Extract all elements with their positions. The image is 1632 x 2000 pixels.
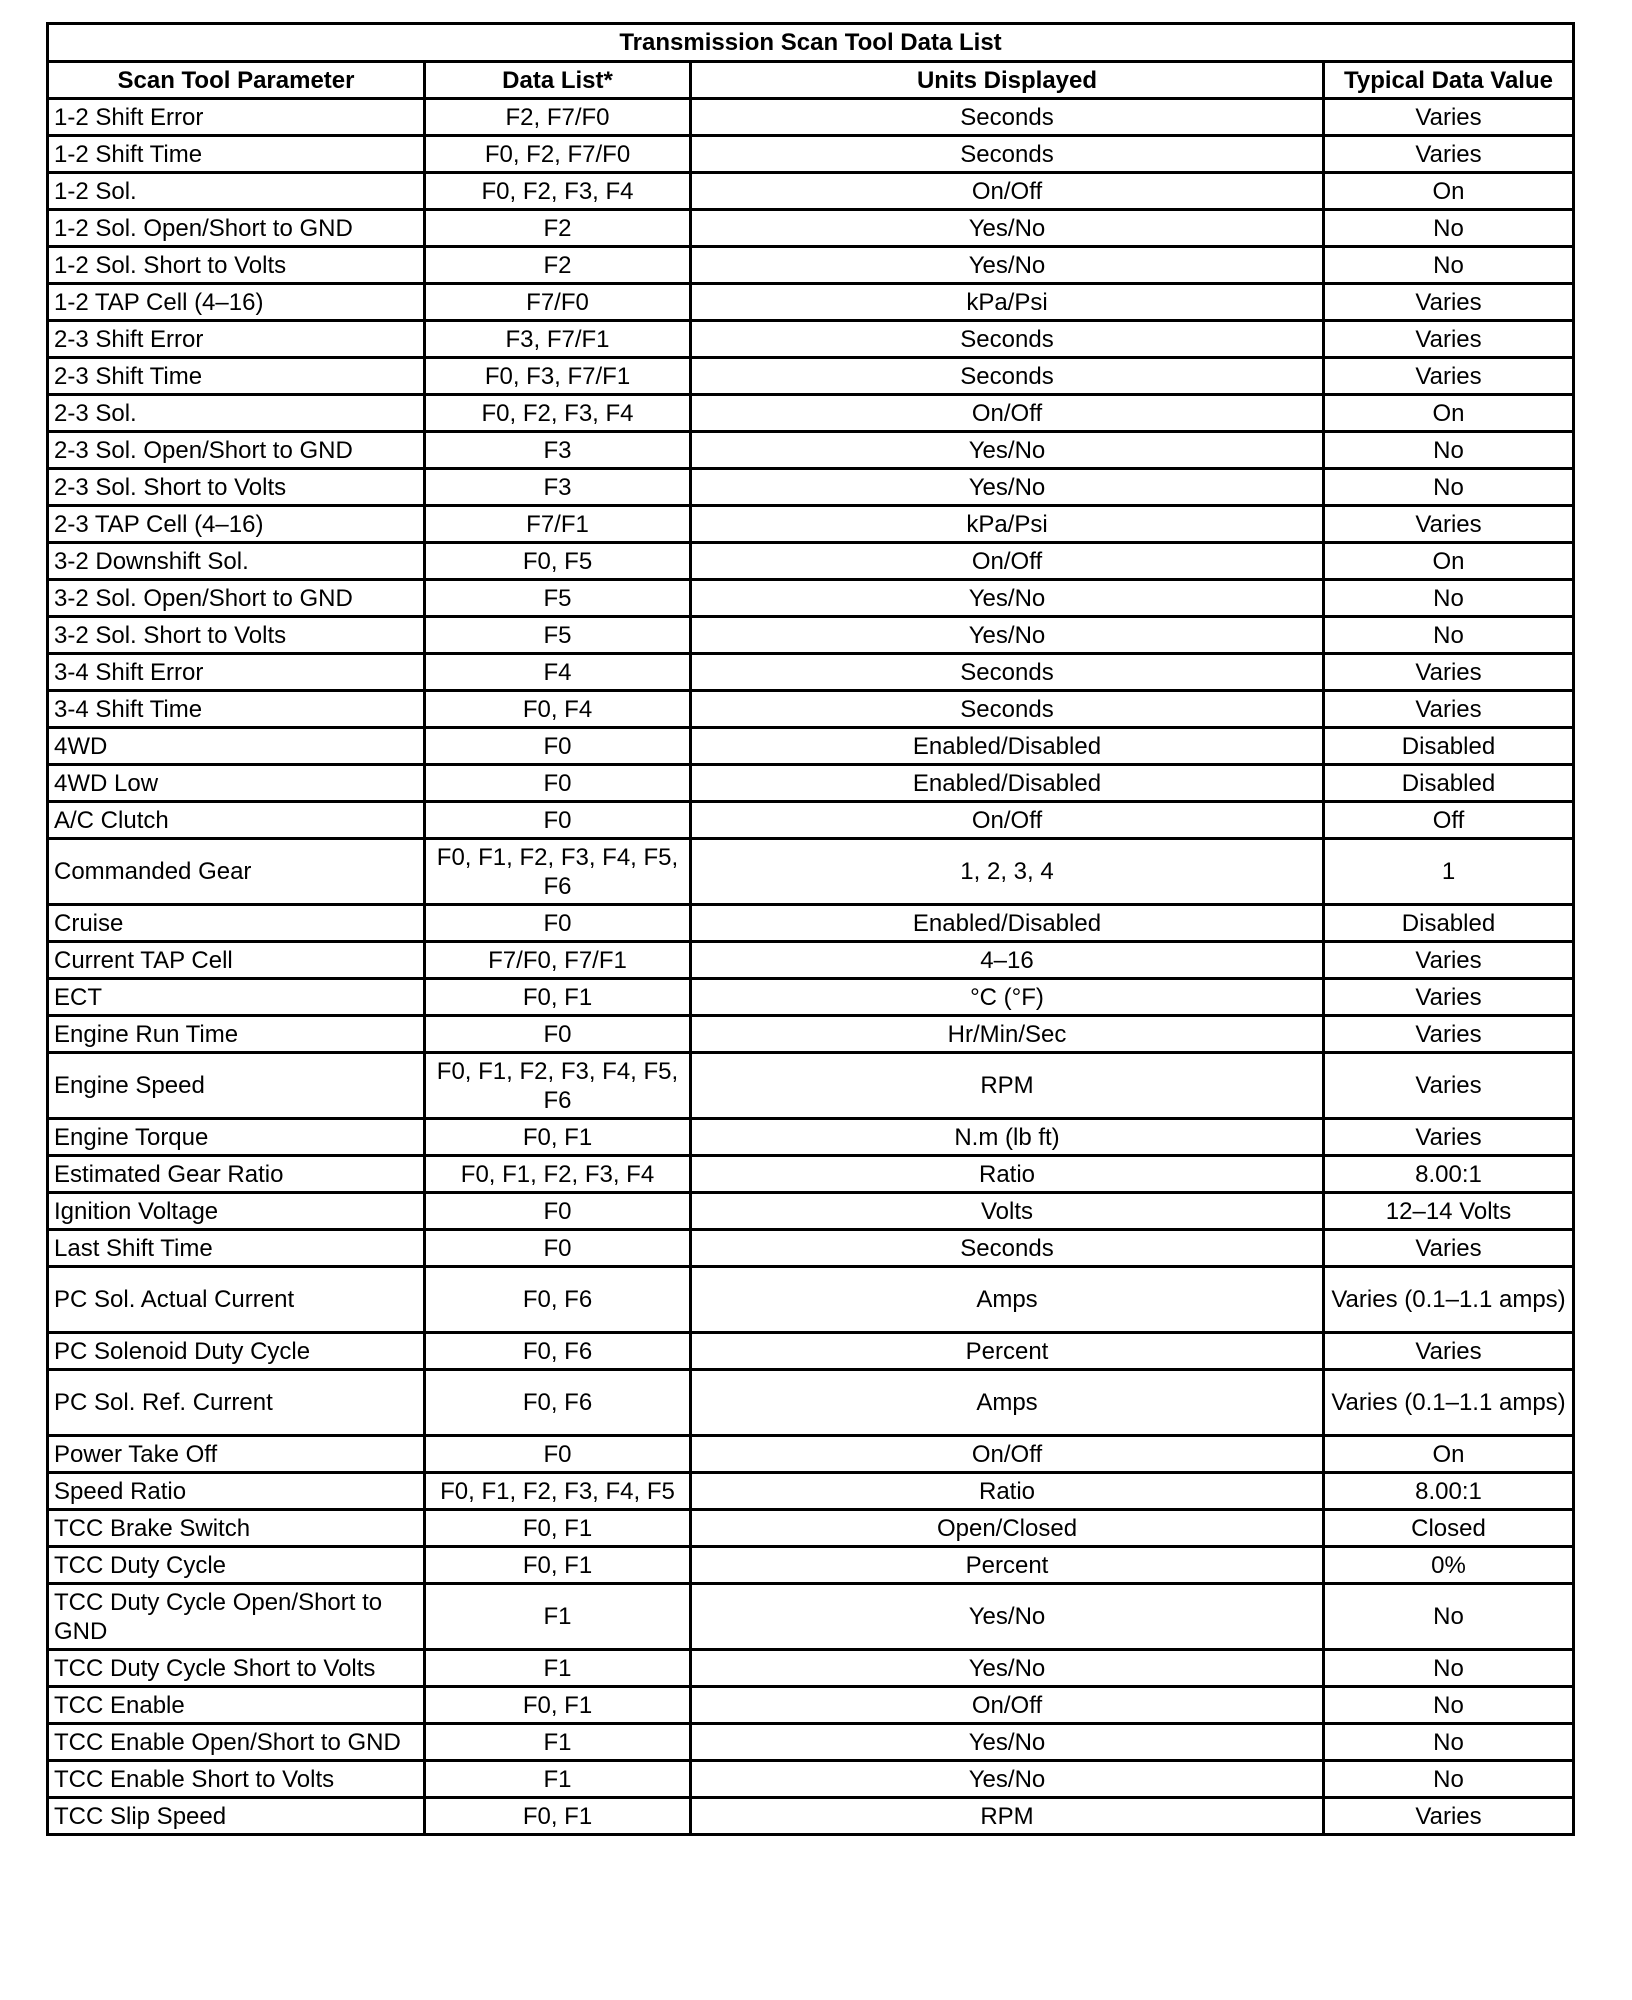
table-row xyxy=(48,1370,1574,1436)
typical-value-cell: Varies xyxy=(1324,1333,1574,1370)
data-list-cell: F0, F3, F7/F1 xyxy=(425,358,691,395)
typical-value-cell: 0% xyxy=(1324,1547,1574,1584)
units-cell: On/Off xyxy=(691,543,1324,580)
units-cell: Volts xyxy=(691,1193,1324,1230)
units-cell: kPa/Psi xyxy=(691,506,1324,543)
table-row xyxy=(48,1584,1574,1650)
units-cell: Yes/No xyxy=(691,617,1324,654)
table-row xyxy=(48,1156,1574,1193)
typical-value-cell: Off xyxy=(1324,802,1574,839)
units-cell: °C (°F) xyxy=(691,979,1324,1016)
typical-value-cell: No xyxy=(1324,580,1574,617)
data-list-cell: F2 xyxy=(425,210,691,247)
table-row xyxy=(48,1687,1574,1724)
parameter-cell: 2-3 Sol. Open/Short to GND xyxy=(48,432,425,469)
table-row xyxy=(48,1193,1574,1230)
table-row xyxy=(48,1016,1574,1053)
parameter-cell: ECT xyxy=(48,979,425,1016)
table-row xyxy=(48,321,1574,358)
units-cell: Seconds xyxy=(691,99,1324,136)
parameter-cell: 3-2 Sol. Open/Short to GND xyxy=(48,580,425,617)
parameter-cell: 3-2 Sol. Short to Volts xyxy=(48,617,425,654)
units-cell: On/Off xyxy=(691,173,1324,210)
parameter-cell: PC Sol. Ref. Current xyxy=(48,1370,425,1436)
data-list-cell: F0, F1, F2, F3, F4, F5 xyxy=(425,1473,691,1510)
parameter-cell: TCC Enable Short to Volts xyxy=(48,1761,425,1798)
data-list-cell: F1 xyxy=(425,1761,691,1798)
units-cell: Yes/No xyxy=(691,1724,1324,1761)
data-list-cell: F0, F5 xyxy=(425,543,691,580)
typical-value-cell: Varies xyxy=(1324,99,1574,136)
parameter-cell: Current TAP Cell xyxy=(48,942,425,979)
data-list-cell: F0 xyxy=(425,728,691,765)
table-row xyxy=(48,173,1574,210)
data-list-cell: F0, F1 xyxy=(425,1547,691,1584)
typical-value-cell: Varies xyxy=(1324,1016,1574,1053)
data-list-cell: F0, F1 xyxy=(425,1687,691,1724)
table-row xyxy=(48,839,1574,905)
units-cell: On/Off xyxy=(691,395,1324,432)
table-row xyxy=(48,1473,1574,1510)
parameter-cell: Engine Speed xyxy=(48,1053,425,1119)
table-row xyxy=(48,247,1574,284)
data-list-cell: F0, F6 xyxy=(425,1267,691,1333)
table-row xyxy=(48,1053,1574,1119)
data-list-cell: F0 xyxy=(425,1016,691,1053)
data-list-cell: F3 xyxy=(425,469,691,506)
data-list-cell: F1 xyxy=(425,1724,691,1761)
typical-value-cell: Varies xyxy=(1324,136,1574,173)
table-row xyxy=(48,1761,1574,1798)
units-cell: Yes/No xyxy=(691,432,1324,469)
typical-value-cell: Varies xyxy=(1324,1230,1574,1267)
typical-value-cell: Varies xyxy=(1324,284,1574,321)
units-cell: On/Off xyxy=(691,1436,1324,1473)
typical-value-cell: No xyxy=(1324,1687,1574,1724)
units-cell: Yes/No xyxy=(691,247,1324,284)
typical-value-cell: On xyxy=(1324,173,1574,210)
column-header-units: Units Displayed xyxy=(691,62,1324,99)
parameter-cell: Engine Run Time xyxy=(48,1016,425,1053)
data-list-cell: F2 xyxy=(425,247,691,284)
table-row xyxy=(48,210,1574,247)
parameter-cell: TCC Duty Cycle Open/Short to GND xyxy=(48,1584,425,1650)
typical-value-cell: No xyxy=(1324,1584,1574,1650)
typical-value-cell: Varies xyxy=(1324,1119,1574,1156)
units-cell: Yes/No xyxy=(691,1761,1324,1798)
typical-value-cell: Varies xyxy=(1324,321,1574,358)
data-list-cell: F4 xyxy=(425,654,691,691)
data-list-cell: F0, F1 xyxy=(425,979,691,1016)
data-list-cell: F0 xyxy=(425,802,691,839)
units-cell: Yes/No xyxy=(691,1650,1324,1687)
data-list-cell: F0 xyxy=(425,905,691,942)
units-cell: Hr/Min/Sec xyxy=(691,1016,1324,1053)
parameter-cell: Commanded Gear xyxy=(48,839,425,905)
units-cell: Amps xyxy=(691,1267,1324,1333)
units-cell: Seconds xyxy=(691,1230,1324,1267)
table-body xyxy=(48,99,1574,1835)
typical-value-cell: Varies xyxy=(1324,942,1574,979)
units-cell: On/Off xyxy=(691,802,1324,839)
parameter-cell: 4WD Low xyxy=(48,765,425,802)
data-list-cell: F0 xyxy=(425,1436,691,1473)
table-title: Transmission Scan Tool Data List xyxy=(48,24,1574,62)
parameter-cell: 3-4 Shift Time xyxy=(48,691,425,728)
parameter-cell: TCC Duty Cycle Short to Volts xyxy=(48,1650,425,1687)
typical-value-cell: On xyxy=(1324,1436,1574,1473)
table-row xyxy=(48,905,1574,942)
units-cell: kPa/Psi xyxy=(691,284,1324,321)
column-header-typical-value: Typical Data Value xyxy=(1324,62,1574,99)
typical-value-cell: Disabled xyxy=(1324,765,1574,802)
data-list-cell: F0, F2, F3, F4 xyxy=(425,173,691,210)
typical-value-cell: Varies xyxy=(1324,654,1574,691)
data-list-cell: F3 xyxy=(425,432,691,469)
data-list-cell: F5 xyxy=(425,617,691,654)
typical-value-cell: No xyxy=(1324,247,1574,284)
table-row xyxy=(48,1510,1574,1547)
typical-value-cell: Varies xyxy=(1324,1798,1574,1835)
parameter-cell: Last Shift Time xyxy=(48,1230,425,1267)
table-row xyxy=(48,432,1574,469)
units-cell: Seconds xyxy=(691,358,1324,395)
units-cell: Yes/No xyxy=(691,580,1324,617)
typical-value-cell: 8.00:1 xyxy=(1324,1156,1574,1193)
parameter-cell: 2-3 TAP Cell (4–16) xyxy=(48,506,425,543)
table-row xyxy=(48,1436,1574,1473)
units-cell: Yes/No xyxy=(691,1584,1324,1650)
data-list-cell: F1 xyxy=(425,1584,691,1650)
table-row xyxy=(48,1333,1574,1370)
units-cell: Seconds xyxy=(691,654,1324,691)
data-list-cell: F0, F1 xyxy=(425,1510,691,1547)
data-list-cell: F0, F6 xyxy=(425,1370,691,1436)
parameter-cell: Speed Ratio xyxy=(48,1473,425,1510)
column-header-parameter: Scan Tool Parameter xyxy=(48,62,425,99)
parameter-cell: 2-3 Sol. Short to Volts xyxy=(48,469,425,506)
data-list-cell: F0, F2, F3, F4 xyxy=(425,395,691,432)
parameter-cell: TCC Brake Switch xyxy=(48,1510,425,1547)
data-list-cell: F1 xyxy=(425,1650,691,1687)
typical-value-cell: Disabled xyxy=(1324,905,1574,942)
table-row xyxy=(48,1547,1574,1584)
units-cell: Seconds xyxy=(691,321,1324,358)
typical-value-cell: No xyxy=(1324,1650,1574,1687)
data-list-cell: F0, F1 xyxy=(425,1798,691,1835)
data-list-cell: F7/F0, F7/F1 xyxy=(425,942,691,979)
data-list-cell: F0 xyxy=(425,1193,691,1230)
units-cell: Yes/No xyxy=(691,210,1324,247)
typical-value-cell: No xyxy=(1324,469,1574,506)
typical-value-cell: No xyxy=(1324,432,1574,469)
parameter-cell: Ignition Voltage xyxy=(48,1193,425,1230)
table-row xyxy=(48,765,1574,802)
data-list-cell: F0 xyxy=(425,765,691,802)
typical-value-cell: 8.00:1 xyxy=(1324,1473,1574,1510)
data-list-cell: F3, F7/F1 xyxy=(425,321,691,358)
units-cell: Enabled/Disabled xyxy=(691,905,1324,942)
units-cell: Yes/No xyxy=(691,469,1324,506)
units-cell: N.m (lb ft) xyxy=(691,1119,1324,1156)
column-header-data-list: Data List* xyxy=(425,62,691,99)
table-row xyxy=(48,942,1574,979)
table-row xyxy=(48,802,1574,839)
typical-value-cell: 1 xyxy=(1324,839,1574,905)
table-row xyxy=(48,691,1574,728)
typical-value-cell: Varies xyxy=(1324,691,1574,728)
data-list-cell: F2, F7/F0 xyxy=(425,99,691,136)
units-cell: Enabled/Disabled xyxy=(691,765,1324,802)
table-row xyxy=(48,979,1574,1016)
parameter-cell: Estimated Gear Ratio xyxy=(48,1156,425,1193)
units-cell: 4–16 xyxy=(691,942,1324,979)
parameter-cell: TCC Slip Speed xyxy=(48,1798,425,1835)
units-cell: Percent xyxy=(691,1333,1324,1370)
data-list-cell: F0, F1, F2, F3, F4, F5, F6 xyxy=(425,1053,691,1119)
typical-value-cell: No xyxy=(1324,617,1574,654)
table-row xyxy=(48,1267,1574,1333)
data-list-cell: F0, F4 xyxy=(425,691,691,728)
data-list-cell: F5 xyxy=(425,580,691,617)
units-cell: Ratio xyxy=(691,1473,1324,1510)
units-cell: Seconds xyxy=(691,691,1324,728)
table-row xyxy=(48,395,1574,432)
parameter-cell: 2-3 Sol. xyxy=(48,395,425,432)
table-row xyxy=(48,654,1574,691)
table-row xyxy=(48,1650,1574,1687)
units-cell: On/Off xyxy=(691,1687,1324,1724)
table-row xyxy=(48,617,1574,654)
scan-tool-data-table xyxy=(46,22,1575,1836)
typical-value-cell: 12–14 Volts xyxy=(1324,1193,1574,1230)
units-cell: Seconds xyxy=(691,136,1324,173)
typical-value-cell: Varies xyxy=(1324,1053,1574,1119)
parameter-cell: TCC Duty Cycle xyxy=(48,1547,425,1584)
table-row xyxy=(48,1230,1574,1267)
parameter-cell: 2-3 Shift Error xyxy=(48,321,425,358)
table-row xyxy=(48,136,1574,173)
typical-value-cell: No xyxy=(1324,1724,1574,1761)
parameter-cell: Cruise xyxy=(48,905,425,942)
parameter-cell: 4WD xyxy=(48,728,425,765)
data-list-cell: F0, F2, F7/F0 xyxy=(425,136,691,173)
units-cell: Percent xyxy=(691,1547,1324,1584)
units-cell: RPM xyxy=(691,1053,1324,1119)
data-list-cell: F0, F6 xyxy=(425,1333,691,1370)
parameter-cell: 1-2 Sol. xyxy=(48,173,425,210)
units-cell: Amps xyxy=(691,1370,1324,1436)
typical-value-cell: Disabled xyxy=(1324,728,1574,765)
units-cell: 1, 2, 3, 4 xyxy=(691,839,1324,905)
units-cell: RPM xyxy=(691,1798,1324,1835)
table-row xyxy=(48,469,1574,506)
header-row xyxy=(48,62,1574,99)
table-row xyxy=(48,1119,1574,1156)
data-list-cell: F7/F0 xyxy=(425,284,691,321)
table-row xyxy=(48,506,1574,543)
parameter-cell: 1-2 TAP Cell (4–16) xyxy=(48,284,425,321)
table-row xyxy=(48,1724,1574,1761)
parameter-cell: 1-2 Sol. Short to Volts xyxy=(48,247,425,284)
units-cell: Open/Closed xyxy=(691,1510,1324,1547)
typical-value-cell: On xyxy=(1324,395,1574,432)
typical-value-cell: Varies (0.1–1.1 amps) xyxy=(1324,1267,1574,1333)
typical-value-cell: Varies (0.1–1.1 amps) xyxy=(1324,1370,1574,1436)
data-list-cell: F7/F1 xyxy=(425,506,691,543)
typical-value-cell: No xyxy=(1324,1761,1574,1798)
typical-value-cell: Varies xyxy=(1324,979,1574,1016)
table-row xyxy=(48,543,1574,580)
parameter-cell: 1-2 Shift Error xyxy=(48,99,425,136)
parameter-cell: Power Take Off xyxy=(48,1436,425,1473)
typical-value-cell: Varies xyxy=(1324,358,1574,395)
parameter-cell: 3-2 Downshift Sol. xyxy=(48,543,425,580)
parameter-cell: A/C Clutch xyxy=(48,802,425,839)
parameter-cell: TCC Enable xyxy=(48,1687,425,1724)
parameter-cell: 3-4 Shift Error xyxy=(48,654,425,691)
parameter-cell: TCC Enable Open/Short to GND xyxy=(48,1724,425,1761)
data-list-cell: F0, F1 xyxy=(425,1119,691,1156)
table-row xyxy=(48,99,1574,136)
typical-value-cell: Varies xyxy=(1324,506,1574,543)
parameter-cell: Engine Torque xyxy=(48,1119,425,1156)
typical-value-cell: No xyxy=(1324,210,1574,247)
data-list-cell: F0, F1, F2, F3, F4 xyxy=(425,1156,691,1193)
table-row xyxy=(48,358,1574,395)
table-row xyxy=(48,1798,1574,1835)
units-cell: Enabled/Disabled xyxy=(691,728,1324,765)
data-list-cell: F0 xyxy=(425,1230,691,1267)
parameter-cell: 1-2 Shift Time xyxy=(48,136,425,173)
typical-value-cell: On xyxy=(1324,543,1574,580)
table-row xyxy=(48,284,1574,321)
parameter-cell: PC Solenoid Duty Cycle xyxy=(48,1333,425,1370)
units-cell: Ratio xyxy=(691,1156,1324,1193)
typical-value-cell: Closed xyxy=(1324,1510,1574,1547)
parameter-cell: 2-3 Shift Time xyxy=(48,358,425,395)
table-row xyxy=(48,580,1574,617)
parameter-cell: 1-2 Sol. Open/Short to GND xyxy=(48,210,425,247)
table-row xyxy=(48,728,1574,765)
parameter-cell: PC Sol. Actual Current xyxy=(48,1267,425,1333)
data-list-cell: F0, F1, F2, F3, F4, F5, F6 xyxy=(425,839,691,905)
